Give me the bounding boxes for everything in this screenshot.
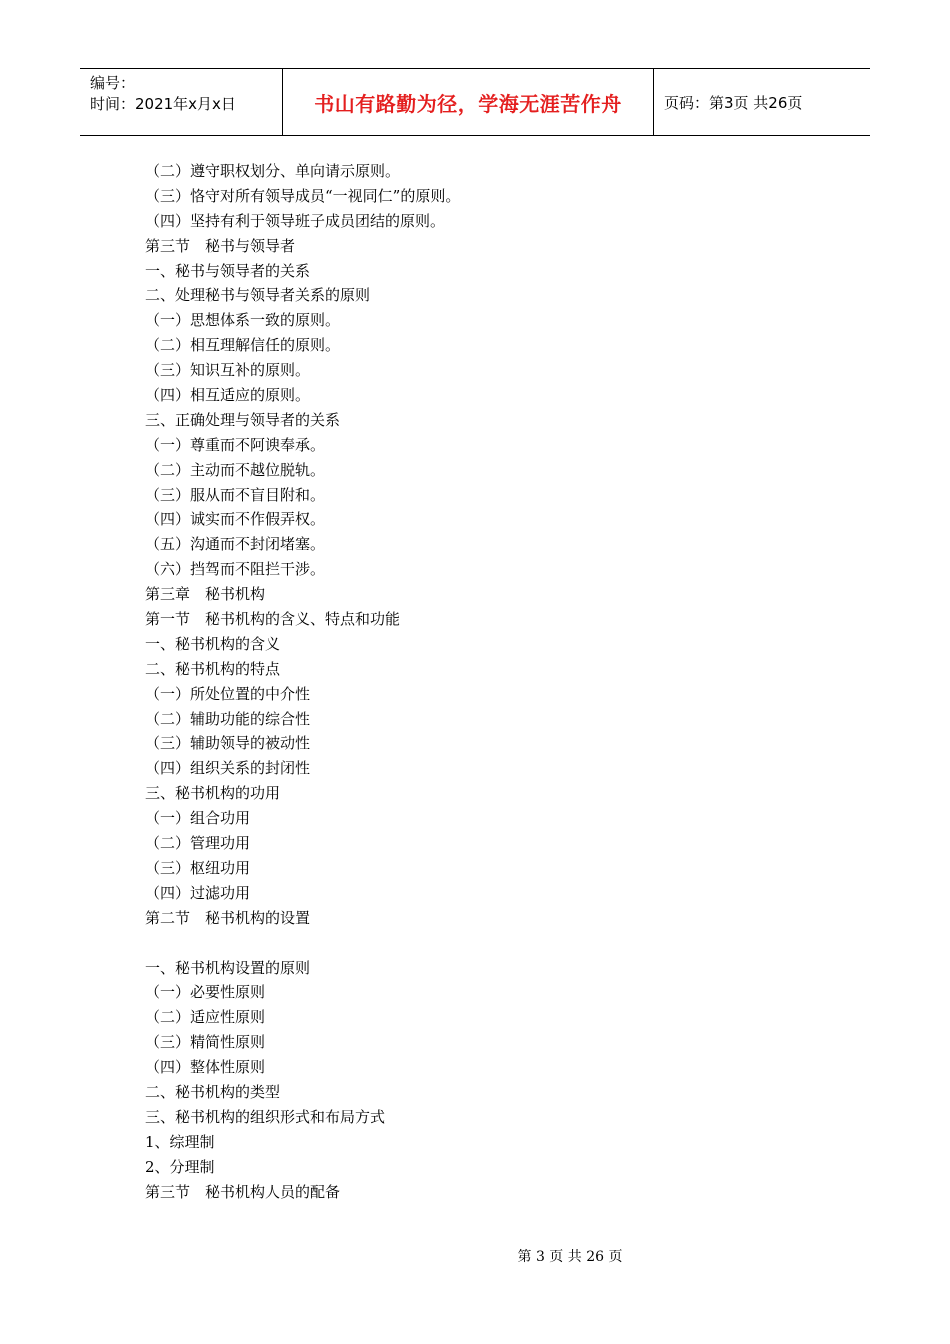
text-line: （二）辅助功能的综合性 — [145, 709, 311, 728]
text-line: （三）辅助领导的被动性 — [145, 734, 311, 753]
text-line: 一、秘书与领导者的关系 — [145, 261, 311, 280]
header-page-info: 页码：第3页 共26页 — [664, 93, 803, 112]
text-line: （四）坚持有利于领导班子成员团结的原则。 — [145, 211, 446, 230]
text-line: 第一节 秘书机构的含义、特点和功能 — [145, 610, 401, 629]
text-line: 一、秘书机构设置的原则 — [145, 958, 311, 977]
text-line: 三、秘书机构的组织形式和布局方式 — [145, 1107, 386, 1126]
footer-page-number: 第 3 页 共 26 页 — [517, 1249, 623, 1265]
text-line: 三、秘书机构的功用 — [145, 784, 281, 803]
text-line: （一）必要性原则 — [145, 983, 266, 1002]
text-line: （一）思想体系一致的原则。 — [145, 311, 341, 330]
text-line: 2、分理制 — [145, 1157, 215, 1176]
text-line: （二）主动而不越位脱轨。 — [145, 460, 326, 479]
text-line: （二）相互理解信任的原则。 — [145, 336, 341, 355]
text-line: （二）适应性原则 — [145, 1008, 266, 1027]
text-line: （三）精简性原则 — [145, 1033, 266, 1052]
text-line: 第二节 秘书机构的设置 — [145, 908, 311, 927]
header-page-cell — [654, 69, 870, 135]
text-line: 一、秘书机构的含义 — [145, 634, 281, 653]
text-line: （一）组合功用 — [145, 809, 251, 828]
text-line: （三）枢纽功用 — [145, 858, 251, 877]
text-line: （四）诚实而不作假弄权。 — [145, 510, 326, 529]
text-line: （二）管理功用 — [145, 834, 251, 853]
text-line: （五）沟通而不封闭堵塞。 — [145, 535, 326, 554]
text-line: 二、秘书机构的类型 — [145, 1082, 281, 1101]
text-line: 1、综理制 — [145, 1132, 215, 1151]
text-line: 二、秘书机构的特点 — [145, 659, 281, 678]
text-line: （四）过滤功用 — [145, 883, 251, 902]
text-line: 第三节 秘书与领导者 — [145, 236, 296, 255]
text-line: （三）服从而不盲目附和。 — [145, 485, 326, 504]
text-line: （三）恪守对所有领导成员“一视同仁”的原则。 — [145, 186, 461, 205]
header-meta-cell — [80, 69, 282, 135]
text-line: （二）遵守职权划分、单向请示原则。 — [145, 162, 401, 180]
motto-text: 书山有路勤为径，学海无涯苦作舟 — [314, 91, 622, 116]
text-line: （三）知识互补的原则。 — [145, 361, 311, 380]
text-line: （四）整体性原则 — [145, 1058, 266, 1077]
text-line: （四）组织关系的封闭性 — [145, 759, 311, 778]
document-body — [145, 159, 845, 1204]
serial-number-label: 编号： — [90, 74, 136, 92]
text-line: （四）相互适应的原则。 — [145, 386, 311, 405]
text-line: 二、处理秘书与领导者关系的原则 — [145, 286, 371, 305]
blank-line — [145, 931, 845, 956]
text-line: 第三节 秘书机构人员的配备 — [145, 1182, 341, 1201]
text-line: 第三章 秘书机构 — [145, 585, 266, 604]
header-motto-cell — [282, 69, 654, 135]
text-line: 三、正确处理与领导者的关系 — [145, 410, 341, 429]
text-line: （一）所处位置的中介性 — [145, 684, 311, 703]
page-footer — [0, 1246, 950, 1266]
page-header — [80, 68, 870, 136]
text-line: （一）尊重而不阿谀奉承。 — [145, 435, 326, 454]
text-line: （六）挡驾而不阻拦干涉。 — [145, 560, 326, 579]
date-label: 时间：2021年x月x日 — [90, 95, 236, 113]
